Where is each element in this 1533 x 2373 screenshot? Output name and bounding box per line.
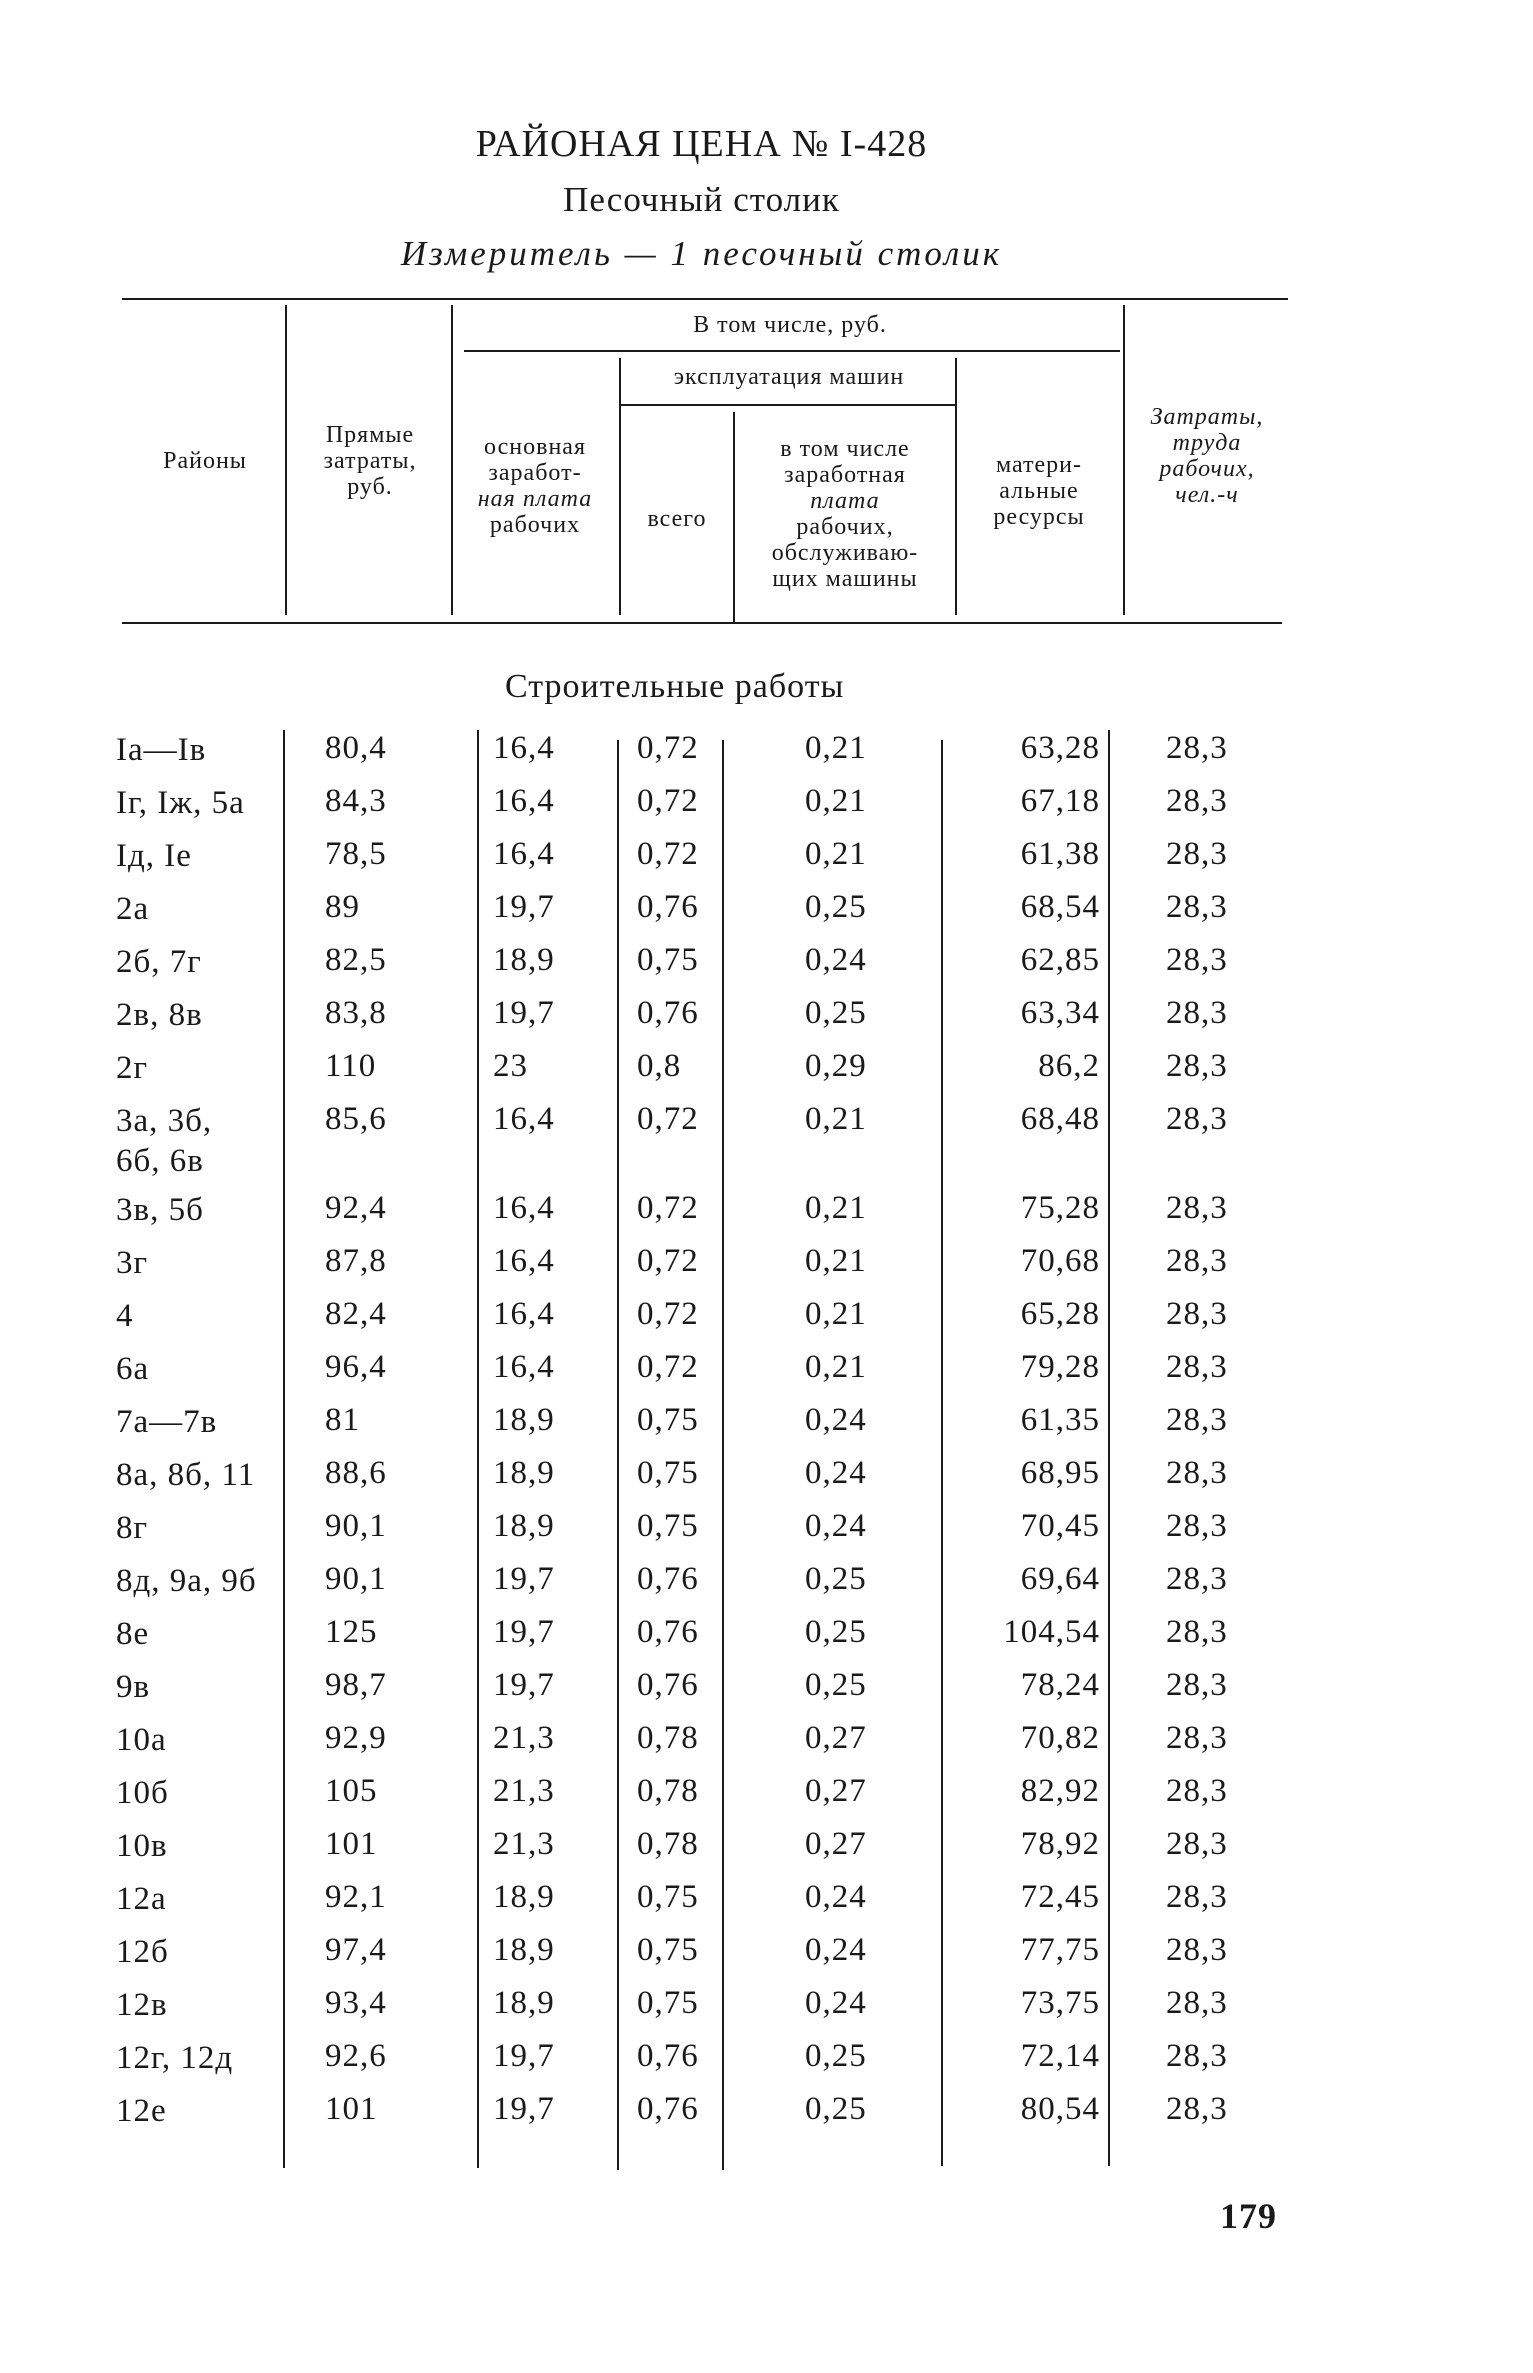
region-line: 6а [116, 1351, 150, 1387]
machine-total-cell: 0,76 [637, 889, 699, 925]
labor-cell: 28,3 [1166, 783, 1228, 819]
machine-wage-cell: 0,27 [805, 1826, 867, 1862]
region-cell [116, 836, 192, 876]
region-line: 2г [116, 1050, 149, 1086]
machine-wage-cell: 0,29 [805, 1048, 867, 1084]
base-wage-cell: 16,4 [493, 1296, 555, 1332]
table-row [0, 1101, 1533, 1179]
materials-cell: 77,75 [1020, 1932, 1100, 1968]
labor-cell: 28,3 [1166, 730, 1228, 766]
base-wage-cell: 19,7 [493, 1614, 555, 1650]
direct-costs-cell: 90,1 [325, 1508, 387, 1544]
base-wage-cell: 18,9 [493, 1879, 555, 1915]
region-line: Iа—Iв [116, 732, 207, 768]
header-base-wage: основная заработ- ная плата рабочих [477, 434, 593, 538]
region-cell [116, 995, 203, 1035]
direct-costs-cell: 98,7 [325, 1667, 387, 1703]
header-direct-costs: Прямые затраты, руб. [323, 422, 417, 500]
machine-wage-cell: 0,25 [805, 1667, 867, 1703]
header-including: В том числе, руб. [693, 312, 887, 338]
header-incl-wage: в том числе заработная плата рабочих, обслуживаю- щих машины [771, 436, 919, 592]
region-cell [116, 783, 245, 823]
page-number: 179 [1220, 2196, 1277, 2236]
materials-cell: 86,2 [1038, 1048, 1100, 1084]
region-line: 8е [116, 1616, 150, 1652]
labor-cell: 28,3 [1166, 1243, 1228, 1279]
machine-wage-cell: 0,21 [805, 730, 867, 766]
materials-cell: 79,28 [1020, 1349, 1100, 1385]
machine-total-cell: 0,72 [637, 783, 699, 819]
labor-cell: 28,3 [1166, 1561, 1228, 1597]
region-cell [116, 1296, 134, 1336]
machine-total-cell: 0,72 [637, 1349, 699, 1385]
labor-cell: 28,3 [1166, 942, 1228, 978]
direct-costs-cell: 85,6 [325, 1101, 387, 1137]
materials-cell: 65,28 [1020, 1296, 1100, 1332]
base-wage-cell: 19,7 [493, 889, 555, 925]
region-cell [116, 1190, 204, 1230]
region-cell [116, 1879, 167, 1919]
machine-total-cell: 0,78 [637, 1720, 699, 1756]
base-wage-cell: 16,4 [493, 783, 555, 819]
labor-cell: 28,3 [1166, 1826, 1228, 1862]
region-cell [116, 2091, 167, 2131]
machine-total-cell: 0,76 [637, 995, 699, 1031]
labor-cell: 28,3 [1166, 1773, 1228, 1809]
table-row [0, 1048, 1533, 1100]
direct-costs-cell: 92,6 [325, 2038, 387, 2074]
direct-costs-cell: 96,4 [325, 1349, 387, 1385]
labor-cell: 28,3 [1166, 995, 1228, 1031]
region-cell [116, 1243, 148, 1283]
base-wage-cell: 19,7 [493, 2038, 555, 2074]
materials-cell: 82,92 [1020, 1773, 1100, 1809]
table-row [0, 1826, 1533, 1878]
region-line: 7а—7в [116, 1404, 218, 1440]
machine-total-cell: 0,75 [637, 1455, 699, 1491]
region-line: 12е [116, 2093, 167, 2129]
machine-wage-cell: 0,21 [805, 1243, 867, 1279]
base-wage-cell: 21,3 [493, 1720, 555, 1756]
region-line: 3г [116, 1245, 149, 1281]
region-cell [116, 1614, 149, 1654]
labor-cell: 28,3 [1166, 1190, 1228, 1226]
region-line: 12б [116, 1934, 169, 1970]
table-top-rule [122, 298, 1288, 300]
materials-cell: 61,38 [1020, 836, 1100, 872]
direct-costs-cell: 78,5 [325, 836, 387, 872]
table-row [0, 1879, 1533, 1931]
machine-total-cell: 0,75 [637, 1508, 699, 1544]
machine-wage-cell: 0,25 [805, 1561, 867, 1597]
base-wage-cell: 18,9 [493, 1508, 555, 1544]
region-line: 12г, 12д [116, 2040, 234, 2076]
base-wage-cell: 21,3 [493, 1826, 555, 1862]
machine-wage-cell: 0,24 [805, 1455, 867, 1491]
labor-cell: 28,3 [1166, 2038, 1228, 2074]
machine-total-cell: 0,8 [637, 1048, 682, 1084]
table-row [0, 1561, 1533, 1613]
machine-wage-cell: 0,21 [805, 1101, 867, 1137]
table-row [0, 1349, 1533, 1401]
materials-cell: 63,28 [1020, 730, 1100, 766]
table-row [0, 1985, 1533, 2037]
machine-wage-cell: 0,25 [805, 2091, 867, 2127]
machine-wage-cell: 0,21 [805, 1190, 867, 1226]
header-total: всего [647, 506, 707, 532]
labor-cell: 28,3 [1166, 1296, 1228, 1332]
machine-wage-cell: 0,25 [805, 995, 867, 1031]
header-rule-4 [733, 412, 735, 622]
direct-costs-cell: 83,8 [325, 995, 387, 1031]
direct-costs-cell: 87,8 [325, 1243, 387, 1279]
direct-costs-cell: 84,3 [325, 783, 387, 819]
region-cell [116, 2038, 233, 2078]
direct-costs-cell: 88,6 [325, 1455, 387, 1491]
labor-cell: 28,3 [1166, 1614, 1228, 1650]
materials-cell: 80,54 [1020, 2091, 1100, 2127]
base-wage-cell: 18,9 [493, 1932, 555, 1968]
materials-cell: 67,18 [1020, 783, 1100, 819]
machine-total-cell: 0,72 [637, 730, 699, 766]
labor-cell: 28,3 [1166, 1455, 1228, 1491]
machine-wage-cell: 0,24 [805, 1985, 867, 2021]
materials-cell: 73,75 [1020, 1985, 1100, 2021]
machine-wage-cell: 0,21 [805, 783, 867, 819]
section-title: Строительные работы [505, 668, 845, 705]
region-line: 10а [116, 1722, 167, 1758]
machine-total-cell: 0,75 [637, 942, 699, 978]
table-row [0, 836, 1533, 888]
machine-wage-cell: 0,25 [805, 1614, 867, 1650]
machine-wage-cell: 0,25 [805, 2038, 867, 2074]
region-line: 8г [116, 1510, 149, 1546]
base-wage-cell: 21,3 [493, 1773, 555, 1809]
table-row [0, 1402, 1533, 1454]
machine-total-cell: 0,75 [637, 1879, 699, 1915]
labor-cell: 28,3 [1166, 1101, 1228, 1137]
materials-cell: 70,45 [1020, 1508, 1100, 1544]
labor-cell: 28,3 [1166, 1402, 1228, 1438]
materials-cell: 75,28 [1020, 1190, 1100, 1226]
machine-total-cell: 0,72 [637, 1296, 699, 1332]
direct-costs-cell: 92,9 [325, 1720, 387, 1756]
machine-wage-cell: 0,21 [805, 836, 867, 872]
labor-cell: 28,3 [1166, 1667, 1228, 1703]
machine-wage-cell: 0,24 [805, 1508, 867, 1544]
header-rule-6 [1123, 305, 1125, 615]
table-row [0, 783, 1533, 835]
header-labor: Затраты, труда рабочих, чел.-ч [1150, 404, 1264, 508]
machine-total-cell: 0,76 [637, 1561, 699, 1597]
materials-cell: 62,85 [1020, 942, 1100, 978]
region-cell [116, 942, 202, 982]
base-wage-cell: 16,4 [493, 836, 555, 872]
direct-costs-cell: 92,1 [325, 1879, 387, 1915]
region-cell [116, 1720, 167, 1760]
region-cell [116, 1402, 217, 1442]
region-cell [116, 1985, 168, 2025]
region-line: 3в, 5б [116, 1192, 204, 1228]
table-row [0, 1667, 1533, 1719]
header-materials: матери- альные ресурсы [993, 452, 1085, 530]
materials-cell: 104,54 [1003, 1614, 1100, 1650]
table-row [0, 995, 1533, 1047]
labor-cell: 28,3 [1166, 836, 1228, 872]
region-cell [116, 1349, 149, 1389]
region-cell [116, 1826, 168, 1866]
direct-costs-cell: 92,4 [325, 1190, 387, 1226]
base-wage-cell: 19,7 [493, 2091, 555, 2127]
direct-costs-cell: 110 [325, 1048, 377, 1084]
direct-costs-cell: 82,5 [325, 942, 387, 978]
table-row [0, 1455, 1533, 1507]
labor-cell: 28,3 [1166, 1879, 1228, 1915]
table-row [0, 2091, 1533, 2143]
table-row [0, 1296, 1533, 1348]
materials-cell: 78,92 [1020, 1826, 1100, 1862]
including-underline [464, 350, 1120, 352]
direct-costs-cell: 101 [325, 2091, 378, 2127]
materials-cell: 68,95 [1020, 1455, 1100, 1491]
base-wage-cell: 23 [493, 1048, 528, 1084]
region-cell [116, 1773, 169, 1813]
labor-cell: 28,3 [1166, 1508, 1228, 1544]
region-line: 3а, 3б, [116, 1103, 213, 1139]
region-line: 2а [116, 891, 150, 927]
machine-total-cell: 0,72 [637, 1101, 699, 1137]
labor-cell: 28,3 [1166, 1720, 1228, 1756]
machine-total-cell: 0,75 [637, 1932, 699, 1968]
base-wage-cell: 19,7 [493, 1561, 555, 1597]
region-line: Iг, Iж, 5а [116, 785, 245, 821]
header-rule-3 [619, 358, 621, 615]
region-line: 2б, 7г [116, 944, 202, 980]
direct-costs-cell: 101 [325, 1826, 378, 1862]
machine-total-cell: 0,78 [637, 1826, 699, 1862]
direct-costs-cell: 81 [325, 1402, 360, 1438]
base-wage-cell: 18,9 [493, 1402, 555, 1438]
machine-total-cell: 0,72 [637, 1243, 699, 1279]
labor-cell: 28,3 [1166, 889, 1228, 925]
machine-wage-cell: 0,24 [805, 1932, 867, 1968]
table-row [0, 1720, 1533, 1772]
materials-cell: 72,14 [1020, 2038, 1100, 2074]
region-line: 6б, 6в [116, 1143, 204, 1179]
labor-cell: 28,3 [1166, 1349, 1228, 1385]
table-row [0, 1508, 1533, 1560]
region-line: 8а, 8б, 11 [116, 1457, 256, 1493]
region-line: 8д, 9а, 9б [116, 1563, 257, 1599]
table-row [0, 1773, 1533, 1825]
measure-unit: Измеритель — 1 песочный столик [400, 234, 1003, 273]
header-rule-2 [451, 305, 453, 615]
region-cell [116, 730, 206, 770]
region-line: 12а [116, 1881, 167, 1917]
machine-operation-underline [620, 404, 956, 406]
labor-cell: 28,3 [1166, 1048, 1228, 1084]
machine-total-cell: 0,75 [637, 1402, 699, 1438]
materials-cell: 68,48 [1020, 1101, 1100, 1137]
machine-wage-cell: 0,25 [805, 889, 867, 925]
base-wage-cell: 19,7 [493, 995, 555, 1031]
base-wage-cell: 16,4 [493, 1101, 555, 1137]
region-cell [116, 1508, 148, 1548]
materials-cell: 63,34 [1020, 995, 1100, 1031]
direct-costs-cell: 105 [325, 1773, 378, 1809]
table-row [0, 730, 1533, 782]
table-header-bottom-rule [122, 622, 1282, 624]
direct-costs-cell: 90,1 [325, 1561, 387, 1597]
region-cell [116, 1932, 169, 1972]
table-row [0, 1190, 1533, 1242]
machine-wage-cell: 0,21 [805, 1349, 867, 1385]
region-line: 12в [116, 1987, 168, 2023]
machine-total-cell: 0,76 [637, 2091, 699, 2127]
region-line: Iд, Iе [116, 838, 192, 874]
machine-wage-cell: 0,21 [805, 1296, 867, 1332]
header-rule-1 [285, 305, 287, 615]
labor-cell: 28,3 [1166, 2091, 1228, 2127]
machine-wage-cell: 0,24 [805, 1879, 867, 1915]
materials-cell: 70,82 [1020, 1720, 1100, 1756]
page-subtitle: Песочный столик [563, 180, 840, 219]
materials-cell: 78,24 [1020, 1667, 1100, 1703]
materials-cell: 61,35 [1020, 1402, 1100, 1438]
direct-costs-cell: 125 [325, 1614, 378, 1650]
region-cell [116, 889, 149, 929]
materials-cell: 68,54 [1020, 889, 1100, 925]
machine-wage-cell: 0,24 [805, 942, 867, 978]
base-wage-cell: 18,9 [493, 1985, 555, 2021]
base-wage-cell: 19,7 [493, 1667, 555, 1703]
base-wage-cell: 16,4 [493, 1243, 555, 1279]
table-row [0, 889, 1533, 941]
machine-total-cell: 0,75 [637, 1985, 699, 2021]
region-cell [116, 1048, 148, 1088]
base-wage-cell: 18,9 [493, 1455, 555, 1491]
labor-cell: 28,3 [1166, 1932, 1228, 1968]
direct-costs-cell: 82,4 [325, 1296, 387, 1332]
machine-wage-cell: 0,24 [805, 1402, 867, 1438]
materials-cell: 72,45 [1020, 1879, 1100, 1915]
machine-wage-cell: 0,27 [805, 1720, 867, 1756]
base-wage-cell: 16,4 [493, 1190, 555, 1226]
machine-total-cell: 0,76 [637, 1614, 699, 1650]
direct-costs-cell: 93,4 [325, 1985, 387, 2021]
region-cell [116, 1561, 257, 1601]
table-row [0, 1932, 1533, 1984]
machine-total-cell: 0,76 [637, 1667, 699, 1703]
region-line: 10в [116, 1828, 168, 1864]
machine-total-cell: 0,76 [637, 2038, 699, 2074]
header-machine-operation: эксплуатация машин [673, 364, 905, 390]
direct-costs-cell: 80,4 [325, 730, 387, 766]
machine-total-cell: 0,78 [637, 1773, 699, 1809]
header-regions: Районы [163, 448, 247, 474]
machine-total-cell: 0,72 [637, 1190, 699, 1226]
table-row [0, 2038, 1533, 2090]
direct-costs-cell: 89 [325, 889, 360, 925]
base-wage-cell: 16,4 [493, 730, 555, 766]
materials-cell: 69,64 [1020, 1561, 1100, 1597]
header-rule-5 [955, 358, 957, 615]
table-row [0, 1614, 1533, 1666]
region-line: 4 [116, 1298, 134, 1334]
region-line: 2в, 8в [116, 997, 203, 1033]
direct-costs-cell: 97,4 [325, 1932, 387, 1968]
machine-wage-cell: 0,27 [805, 1773, 867, 1809]
machine-total-cell: 0,72 [637, 836, 699, 872]
base-wage-cell: 18,9 [493, 942, 555, 978]
base-wage-cell: 16,4 [493, 1349, 555, 1385]
page-title: РАЙОНАЯ ЦЕНА № I-428 [475, 123, 928, 165]
labor-cell: 28,3 [1166, 1985, 1228, 2021]
region-cell [116, 1101, 212, 1181]
region-line: 9в [116, 1669, 151, 1705]
region-cell [116, 1667, 150, 1707]
materials-cell: 70,68 [1020, 1243, 1100, 1279]
region-line: 10б [116, 1775, 169, 1811]
table-row [0, 1243, 1533, 1295]
region-cell [116, 1455, 255, 1495]
table-row [0, 942, 1533, 994]
